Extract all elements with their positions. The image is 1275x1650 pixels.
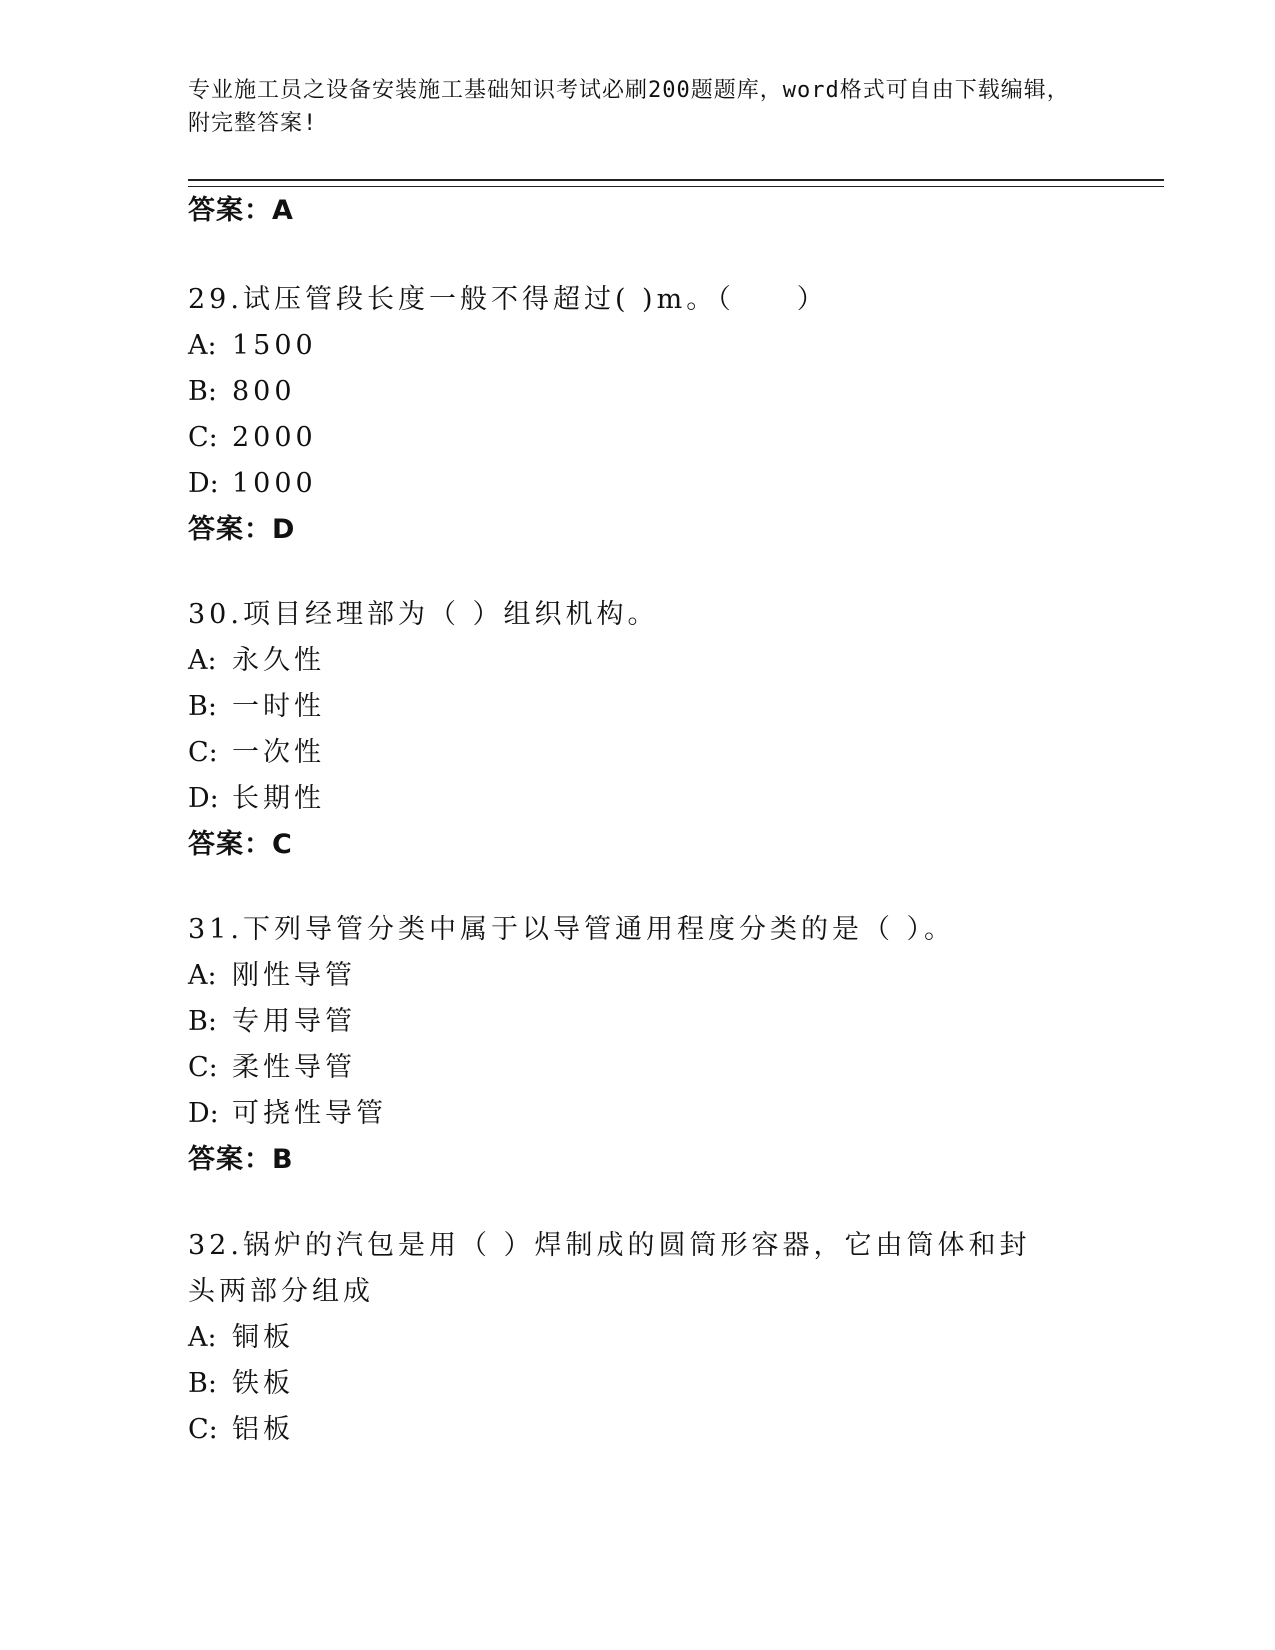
- option-text: 1000: [232, 468, 317, 499]
- option-text: 长期性: [232, 783, 325, 814]
- option-a: [188, 953, 1088, 999]
- option-letter: B:: [188, 376, 217, 407]
- option-letter: A:: [188, 645, 217, 676]
- option-d: [188, 1091, 1088, 1137]
- question-answer: 答案：C: [188, 829, 293, 860]
- option-letter: C:: [188, 1414, 218, 1445]
- option-letter: B:: [188, 691, 217, 722]
- option-letter: A:: [188, 1322, 217, 1353]
- option-c: [188, 730, 1088, 776]
- option-text: 可挠性导管: [232, 1098, 387, 1129]
- option-letter: C:: [188, 422, 218, 453]
- option-letter: C:: [188, 737, 218, 768]
- option-b: [188, 369, 1088, 415]
- option-text: 铜板: [232, 1322, 294, 1353]
- option-text: 专用导管: [232, 1006, 356, 1037]
- option-text: 一次性: [232, 737, 325, 768]
- option-b: [188, 999, 1088, 1045]
- option-text: 柔性导管: [232, 1052, 356, 1083]
- question-30: [188, 592, 1088, 868]
- option-b: [188, 1361, 1088, 1407]
- option-a: [188, 323, 1088, 369]
- option-letter: D:: [188, 783, 219, 814]
- option-text: 刚性导管: [232, 960, 356, 991]
- previous-answer: 答案：A: [188, 195, 294, 226]
- option-a: [188, 1315, 1088, 1361]
- option-text: 1500: [232, 330, 317, 361]
- question-32: [188, 1223, 1088, 1453]
- option-letter: B:: [188, 1368, 217, 1399]
- question-stem: 29.试压管段长度一般不得超过( )m。（ ）: [188, 284, 828, 315]
- option-d: [188, 461, 1088, 507]
- question-answer: 答案：D: [188, 514, 296, 545]
- option-text: 永久性: [232, 645, 325, 676]
- option-letter: A:: [188, 960, 217, 991]
- option-text: 铝板: [232, 1414, 294, 1445]
- option-letter: C:: [188, 1052, 218, 1083]
- option-text: 800: [232, 376, 296, 407]
- option-text: 铁板: [232, 1368, 294, 1399]
- option-letter: D:: [188, 1098, 219, 1129]
- option-a: [188, 638, 1088, 684]
- question-stem: 31.下列导管分类中属于以导管通用程度分类的是（ ）。: [188, 914, 956, 945]
- option-c: [188, 1407, 1088, 1453]
- option-text: 2000: [232, 422, 317, 453]
- option-c: [188, 1045, 1088, 1091]
- document-title: 专业施工员之设备安装施工基础知识考试必刷200题题库，word格式可自由下载编辑，附完整答案!: [188, 78, 1070, 136]
- question-stem: 32.锅炉的汽包是用（ ）焊制成的圆筒形容器，它由筒体和封头两部分组成: [188, 1230, 1031, 1307]
- document-header: [188, 74, 1088, 140]
- option-text: 一时性: [232, 691, 325, 722]
- question-29: [188, 277, 1088, 553]
- option-letter: A:: [188, 330, 217, 361]
- header-divider: [188, 179, 1164, 187]
- option-letter: B:: [188, 1006, 217, 1037]
- question-stem: 30.项目经理部为（ ）组织机构。: [188, 599, 659, 630]
- option-letter: D:: [188, 468, 219, 499]
- question-31: [188, 907, 1088, 1183]
- option-b: [188, 684, 1088, 730]
- question-answer: 答案：B: [188, 1144, 294, 1175]
- option-d: [188, 776, 1088, 822]
- option-c: [188, 415, 1088, 461]
